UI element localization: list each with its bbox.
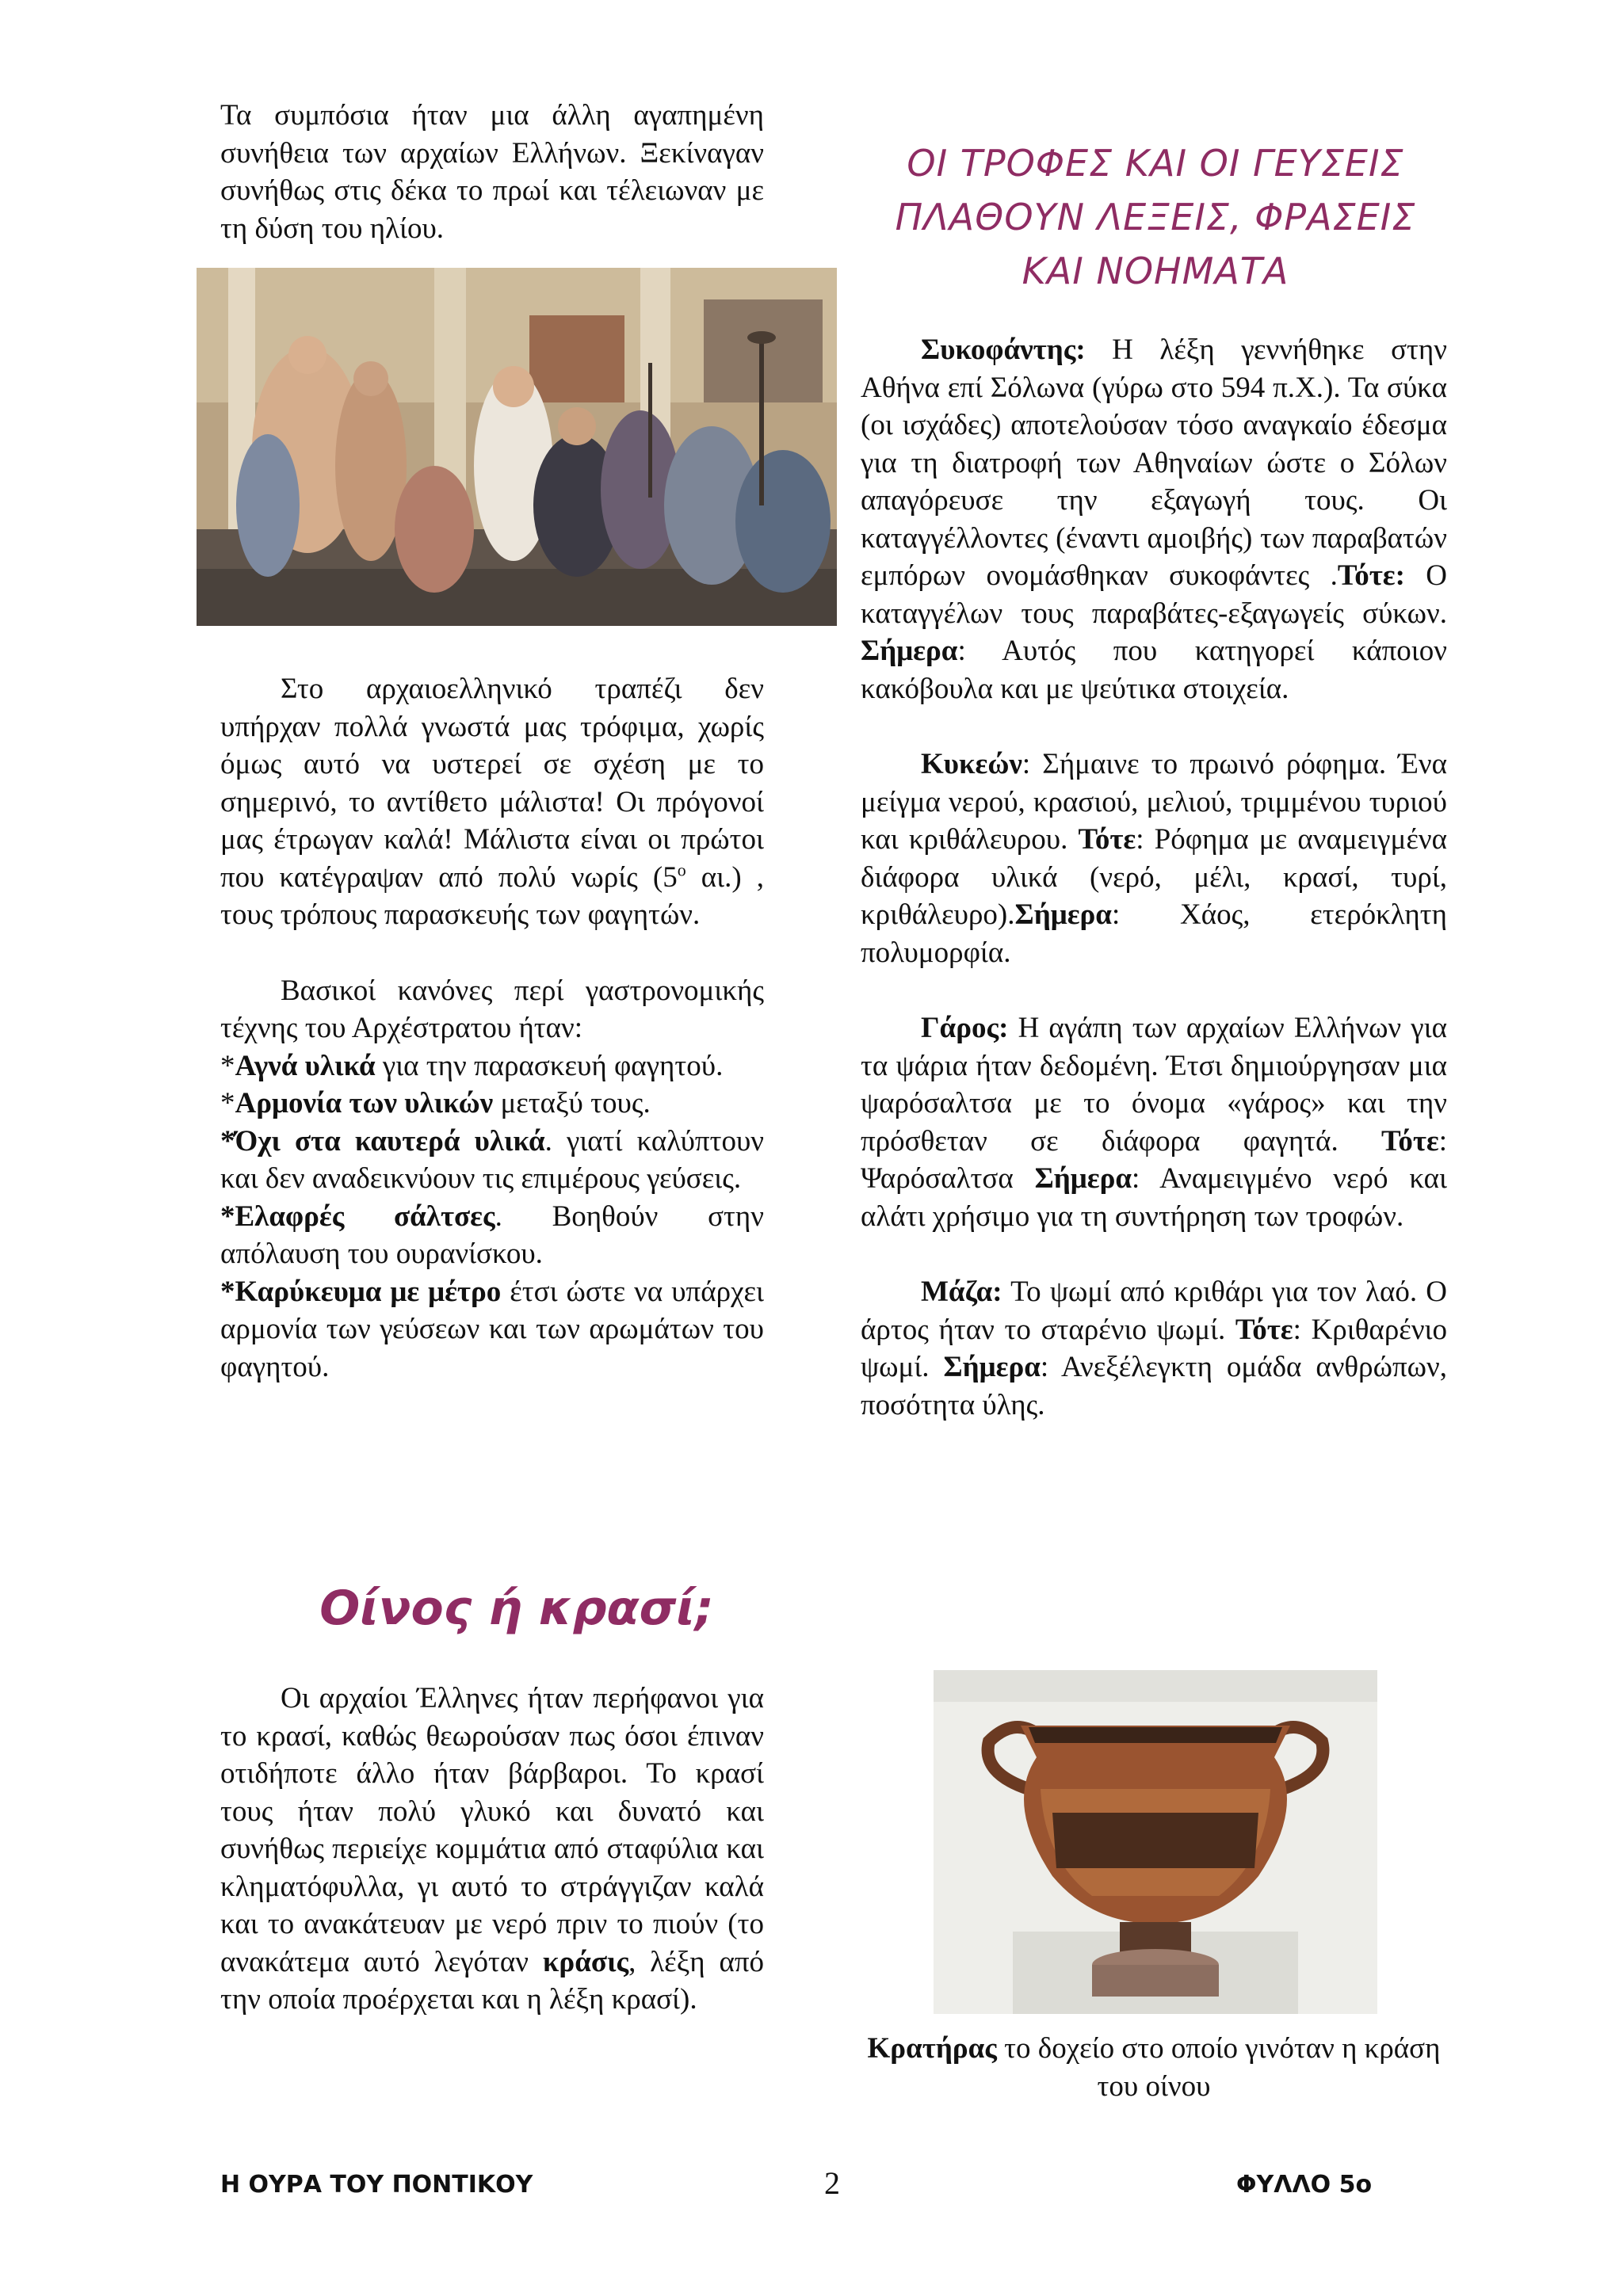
ancient-table-paragraph bbox=[220, 670, 764, 934]
entry-kykeon: Κυκεών: Σήμαινε το πρωινό ρόφημα. Ένα μείγμα νερού, κρασιού, μελιού, τριμμένου τυριού και κριθάλευρου. Τότε: Ρόφημα με αναμειγμένα διάφορα υλικά (νερό, μέλι, κρασί, τυρί, κριθάλευρο).Σήμερα: Χάος, ετερόκλητη πολυμορφία. bbox=[861, 748, 1447, 969]
entry-garos: Γάρος: Η αγάπη των αρχαίων Ελλήνων για τα ψάρια ήταν δεδομένη. Έτσι δημιούργησαν μια ψαρόσαλτσα με το όνομα «γάρος» και την πρόσθεταν σε διάφορα φαγητά. Τότε: Ψαρόσαλτσα Σήμερα: Αναμειγμένο νερό και αλάτι χρήσιμο για τη συντήρηση των τροφών. bbox=[861, 1012, 1447, 1233]
ancient-table-text-b: αι.) , τους τρόπους παρασκευής των φαγητών. bbox=[220, 860, 764, 931]
food-words-heading bbox=[831, 136, 1480, 298]
krater-caption: Κρατήρας το δοχείο στο οποίο γινόταν η κράση του οίνου bbox=[867, 2032, 1441, 2103]
symposium-painting bbox=[197, 268, 837, 626]
page-number: 2 bbox=[824, 2165, 840, 2201]
entry-maza: Μάζα: Το ψωμί από κριθάρι για τον λαό. Ο άρτος ήταν το σταρένιο ψωμί. Τότε: Κριθαρένιο ψωμί. Σήμερα: Ανεξέλεγκτη ομάδα ανθρώπων, ποσότητα ύλης. bbox=[861, 1276, 1448, 1421]
wine-heading: Οίνος ή κρασί; bbox=[319, 1581, 714, 1636]
right-column bbox=[861, 331, 1447, 1424]
heading-line-2: ΠΛΑΘΟΥΝ ΛΕΞΕΙΣ, ΦΡΑΣΕΙΣ bbox=[895, 196, 1416, 238]
rules-intro: Βασικοί κανόνες περί γαστρονομικής τέχνης του Αρχέστρατου ήταν: bbox=[220, 974, 764, 1044]
rule-item: *Όχι στα καυτερά υλικά. γιατί καλύπτουν και δεν αναδεικνύουν τις επιμέρους γεύσεις. bbox=[220, 1124, 764, 1195]
krater-illustration bbox=[934, 1670, 1377, 2014]
symposium-painting-illustration bbox=[197, 268, 837, 626]
wine-section bbox=[220, 1680, 764, 2019]
rule-item: *Ελαφρές σάλτσες. Βοηθούν στην απόλαυση του ουρανίσκου. bbox=[220, 1199, 764, 1270]
footer-publication-title: Η ΟΥΡΑ ΤΟΥ ΠΟΝΤΙΚΟΥ bbox=[220, 2171, 533, 2199]
krater-photo bbox=[934, 1670, 1377, 2014]
rule-item: *Αρμονία των υλικών μεταξύ τους. bbox=[220, 1087, 651, 1119]
rule-item: *Αγνά υλικά για την παρασκευή φαγητού. bbox=[220, 1049, 724, 1082]
footer-issue: ΦΥΛΛΟ 5ο bbox=[1236, 2171, 1373, 2199]
symposium-intro: Τα συμπόσια ήταν μια άλλη αγαπημένη συνήθεια των αρχαίων Ελλήνων. Ξεκίναγαν συνήθως στις δέκα το πρωί και τέλειωναν με τη δύση του ηλίου. bbox=[220, 99, 764, 245]
rule-item: *Καρύκευμα με μέτρο έτσι ώστε να υπάρχει αρμονία των γεύσεων και των αρωμάτων του φαγητού. bbox=[220, 1275, 764, 1383]
century-superscript: ο bbox=[677, 860, 686, 880]
entry-sykofantis: Συκοφάντης: Η λέξη γεννήθηκε στην Αθήνα επί Σόλωνα (γύρω στο 594 π.Χ.). Τα σύκα (οι ισχάδες) αποτελούσαν τόσο αναγκαίο έδεσμα για τη διατροφή των Αθηναίων ώστε ο Σόλων απαγόρευσε την εξαγωγή τους. Οι καταγγέλλοντες (έναντι αμοιβής) των παραβατών εμπόρων ονομάσθηκαν συκοφάντες .Τότε: Ο καταγγέλων τους παραβάτες-εξαγωγείς σύκων. Σήμερα: Αυτός που κατηγορεί κάποιον κακόβουλα και με ψεύτικα στοιχεία. bbox=[861, 334, 1447, 705]
heading-line-3: ΚΑΙ ΝΟΗΜΑΤΑ bbox=[1022, 250, 1289, 292]
wine-paragraph: Οι αρχαίοι Έλληνες ήταν περήφανοι για το κρασί, καθώς θεωρούσαν πως όσοι έπιναν οτιδήποτε άλλο ήταν βάρβαροι. Το κρασί τους ήταν πολύ γλυκό και δυνατό και συνήθως περιείχε κομμάτια από σταφύλια και κληματόφυλλα, γι αυτό το στράγγιζαν καλά και το ανακάτευαν με νερό πριν το πιούν (το ανακάτεμα αυτό λεγόταν κράσις, λέξη από την οποία προέρχεται και η λέξη κρασί). bbox=[220, 1682, 765, 2016]
ancient-table-text-a: Στο αρχαιοελληνικό τραπέζι δεν υπήρχαν πολλά γνωστά μας τρόφιμα, χωρίς όμως αυτό να υστερεί σε σχέση με το σημερινό, το αντίθετο μάλιστα! Οι πρόγονοί μας έτρωγαν καλά! Μάλιστα είναι οι πρώτοι που κατέγραψαν από πολύ νωρίς (5 bbox=[220, 673, 764, 894]
left-column-lower bbox=[220, 670, 764, 1386]
left-column bbox=[220, 97, 764, 247]
heading-line-1: ΟΙ ΤΡΟΦΕΣ ΚΑΙ ΟΙ ΓΕΥΣΕΙΣ bbox=[907, 142, 1404, 185]
